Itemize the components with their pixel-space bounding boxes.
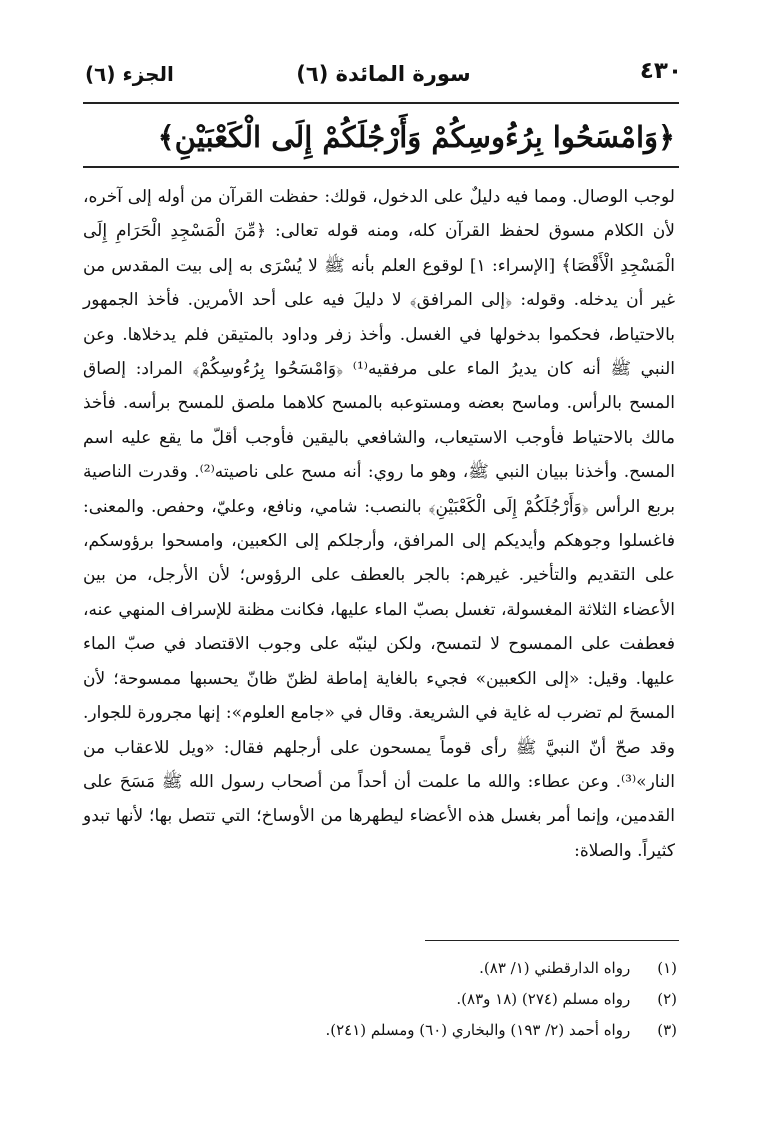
page-number: ٤٣٠ bbox=[639, 58, 682, 84]
commentary-paragraph: لوجب الوصال. ومما فيه دليلٌ على الدخول، قولك: حفظت القرآن من أوله إلى آخره، لأن الكلام مسوق لحفظ القرآن كله، ومنه قوله تعالى: ﴿مِّنَ الْمَسْجِدِ الْحَرَامِ إِلَى الْمَسْجِدِ الْأَقْصَا﴾ [الإسراء: ١] لوقوع العلم بأنه ﷺ لا يُسْرَى به إلى بيت المقدس من غير أن يدخله. وقوله: ﴿إلى المرافق﴾ لا دليلَ فيه على أحد الأمرين. فأخذ الجمهور بالاحتياط، فحكموا بدخولها في الغسل. وأخذ زفر وداود بالمتيقن فلم يدخلاها. وعن النبي ﷺ أنه كان يديرُ الماء على مرفقيه⁽¹⁾ ﴿وَامْسَحُوا بِرُءُوسِكُمْ﴾ المراد: إلصاق المسح بالرأس. وماسح بعضه ومستوعبه بالمسح كلاهما ملصق للمسح برأسه. فأخذ مالك بالاحتياط فأوجب الاستيعاب، والشافعي باليقين فأوجب أقلّ ما يقع عليه اسم المسح. وأخذنا ببيان النبي ﷺ، وهو ما روي: أنه مسح على ناصيته⁽²⁾. وقدرت الناصية بربع الرأس ﴿وَأَرْجُلَكُمْ إِلَى الْكَعْبَيْنِ﴾ بالنصب: شامي، ونافع، وعليّ، وحفص. والمعنى: فاغسلوا وجوهكم وأيديكم إلى المرافق، وأرجلكم إلى الكعبين، وامسحوا برؤوسكم، على التقديم والتأخير. غيرهم: بالجر بالعطف على الرؤوس؛ لأن الأرجل، من بين الأعضاء الثلاثة المغسولة، تغسل بصبّ الماء عليها، فكانت مظنة للإسراف المنهي عنه، فعطفت على الممسوح لا لتمسح، ولكن لينبّه على وجوب الاقتصاد في صبّ الماء عليها. وقيل: «إلى الكعبين» فجيء بالغاية إماطة لظنّ ظانّ يحسبها ممسوحة؛ لأن المسحَ لم تضرب له غاية في الشريعة. وقال في «جامع العلوم»: إنها مجرورة للجوار. وقد صحّ أنّ النبيَّ ﷺ رأى قوماً يمسحون على أرجلهم فقال: «ويل للاعقاب من النار»⁽³⁾. وعن عطاء: والله ما علمت أن أحداً من أصحاب رسول الله ﷺ مَسَحَ على القدمين، وإنما أمر بغسل هذه الأعضاء ليطهرها من الأوساخ؛ التي تتصل بها؛ لأنها تبدو كثيراً. والصلاة: bbox=[83, 187, 675, 861]
footnote-text: رواه الدارقطني (١/ ٨٣). bbox=[479, 959, 631, 977]
header-divider bbox=[83, 102, 679, 104]
commentary-text bbox=[83, 180, 675, 868]
footnote-number: (١) bbox=[657, 959, 677, 977]
footnote-2 bbox=[77, 984, 677, 1015]
footnotes bbox=[77, 953, 677, 1046]
footnote-3 bbox=[77, 1015, 677, 1046]
juz-label: الجزء (٦) bbox=[85, 62, 174, 86]
footnote-number: (٢) bbox=[657, 990, 677, 1008]
footnote-text: رواه أحمد (٢/ ١٩٣) والبخاري (٦٠) ومسلم (٢٤١). bbox=[325, 1021, 631, 1039]
surah-title: سورة المائدة (٦) bbox=[296, 62, 471, 86]
verse-banner: ﴿وَامْسَحُوا بِرُءُوسِكُمْ وَأَرْجُلَكُمْ إِلَى الْكَعْبَيْنِ﴾ bbox=[157, 120, 675, 154]
footnote-number: (٣) bbox=[657, 1021, 677, 1039]
footnote-divider bbox=[425, 940, 679, 941]
verse-divider bbox=[83, 166, 679, 168]
page-header bbox=[85, 58, 682, 96]
footnote-text: رواه مسلم (٢٧٤) (١٨ و٨٣). bbox=[456, 990, 631, 1008]
footnote-1 bbox=[77, 953, 677, 984]
